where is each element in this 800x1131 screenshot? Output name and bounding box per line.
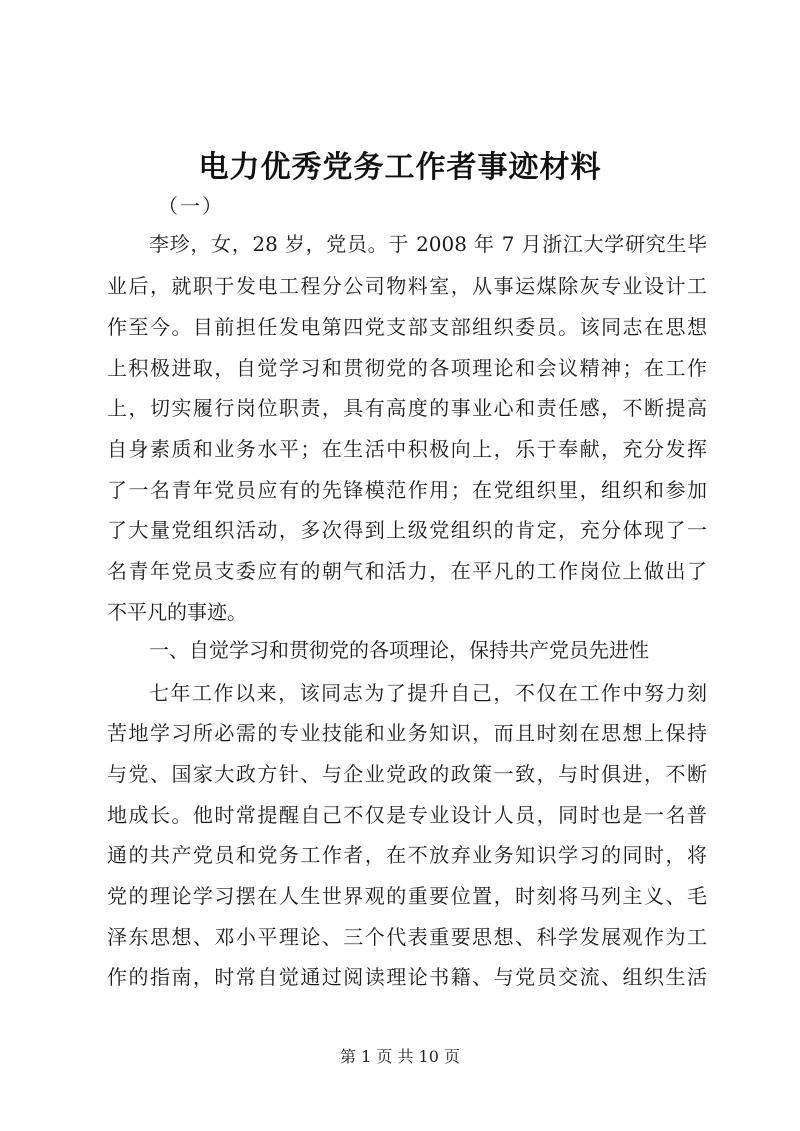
paragraph-line: 作至今。目前担任发电第四党支部支部组织委员。该同志在思想 <box>107 315 707 339</box>
paragraph-line: 泽东思想、邓小平理论、三个代表重要思想、科学发展观作为工 <box>107 925 707 949</box>
section-number: （一） <box>158 194 224 218</box>
paragraph-line: 了一名青年党员应有的先锋模范作用；在党组织里，组织和参加 <box>107 478 707 502</box>
paragraph-line: 苦地学习所必需的专业技能和业务知识，而且时刻在思想上保持 <box>107 721 707 745</box>
paragraph-line: 名青年党员支委应有的朝气和活力，在平凡的工作岗位上做出了 <box>107 559 707 583</box>
paragraph-line: 上，切实履行岗位职责，具有高度的事业心和责任感，不断提高 <box>107 396 707 420</box>
paragraph-line: 上积极进取，自觉学习和贯彻党的各项理论和会议精神；在工作 <box>107 356 707 380</box>
paragraph-line: 了大量党组织活动，多次得到上级党组织的肯定，充分体现了一 <box>107 518 707 542</box>
paragraph-line: 不平凡的事迹。 <box>107 600 247 624</box>
paragraph-line: 李珍，女，28 岁，党员。于 2008 年 7 月浙江大学研究生毕 <box>149 232 707 256</box>
paragraph-line: 与党、国家大政方针、与企业党政的政策一致，与时俱进，不断 <box>107 762 707 786</box>
paragraph-line: 自身素质和业务水平；在生活中积极向上，乐于奉献，充分发挥 <box>107 437 707 461</box>
paragraph-line: 业后，就职于发电工程分公司物料室，从事运煤除灰专业设计工 <box>107 274 707 298</box>
section-heading: 一、自觉学习和贯彻党的各项理论，保持共产党员先进性 <box>149 638 649 662</box>
paragraph-line: 通的共产党员和党务工作者，在不放弃业务知识学习的同时，将 <box>107 843 707 867</box>
paragraph-line: 地成长。他时常提醒自己不仅是专业设计人员，同时也是一名普 <box>107 803 707 827</box>
paragraph-line: 党的理论学习摆在人生世界观的重要位置，时刻将马列主义、毛 <box>107 884 707 908</box>
document-title: 电力优秀党务工作者事迹材料 <box>198 150 602 185</box>
page-number-footer: 第 1 页 共 10 页 <box>340 1047 460 1066</box>
paragraph-line: 七年工作以来，该同志为了提升自己，不仅在工作中努力刻 <box>149 681 707 705</box>
paragraph-line: 作的指南，时常自觉通过阅读理论书籍、与党员交流、组织生活 <box>107 965 707 989</box>
